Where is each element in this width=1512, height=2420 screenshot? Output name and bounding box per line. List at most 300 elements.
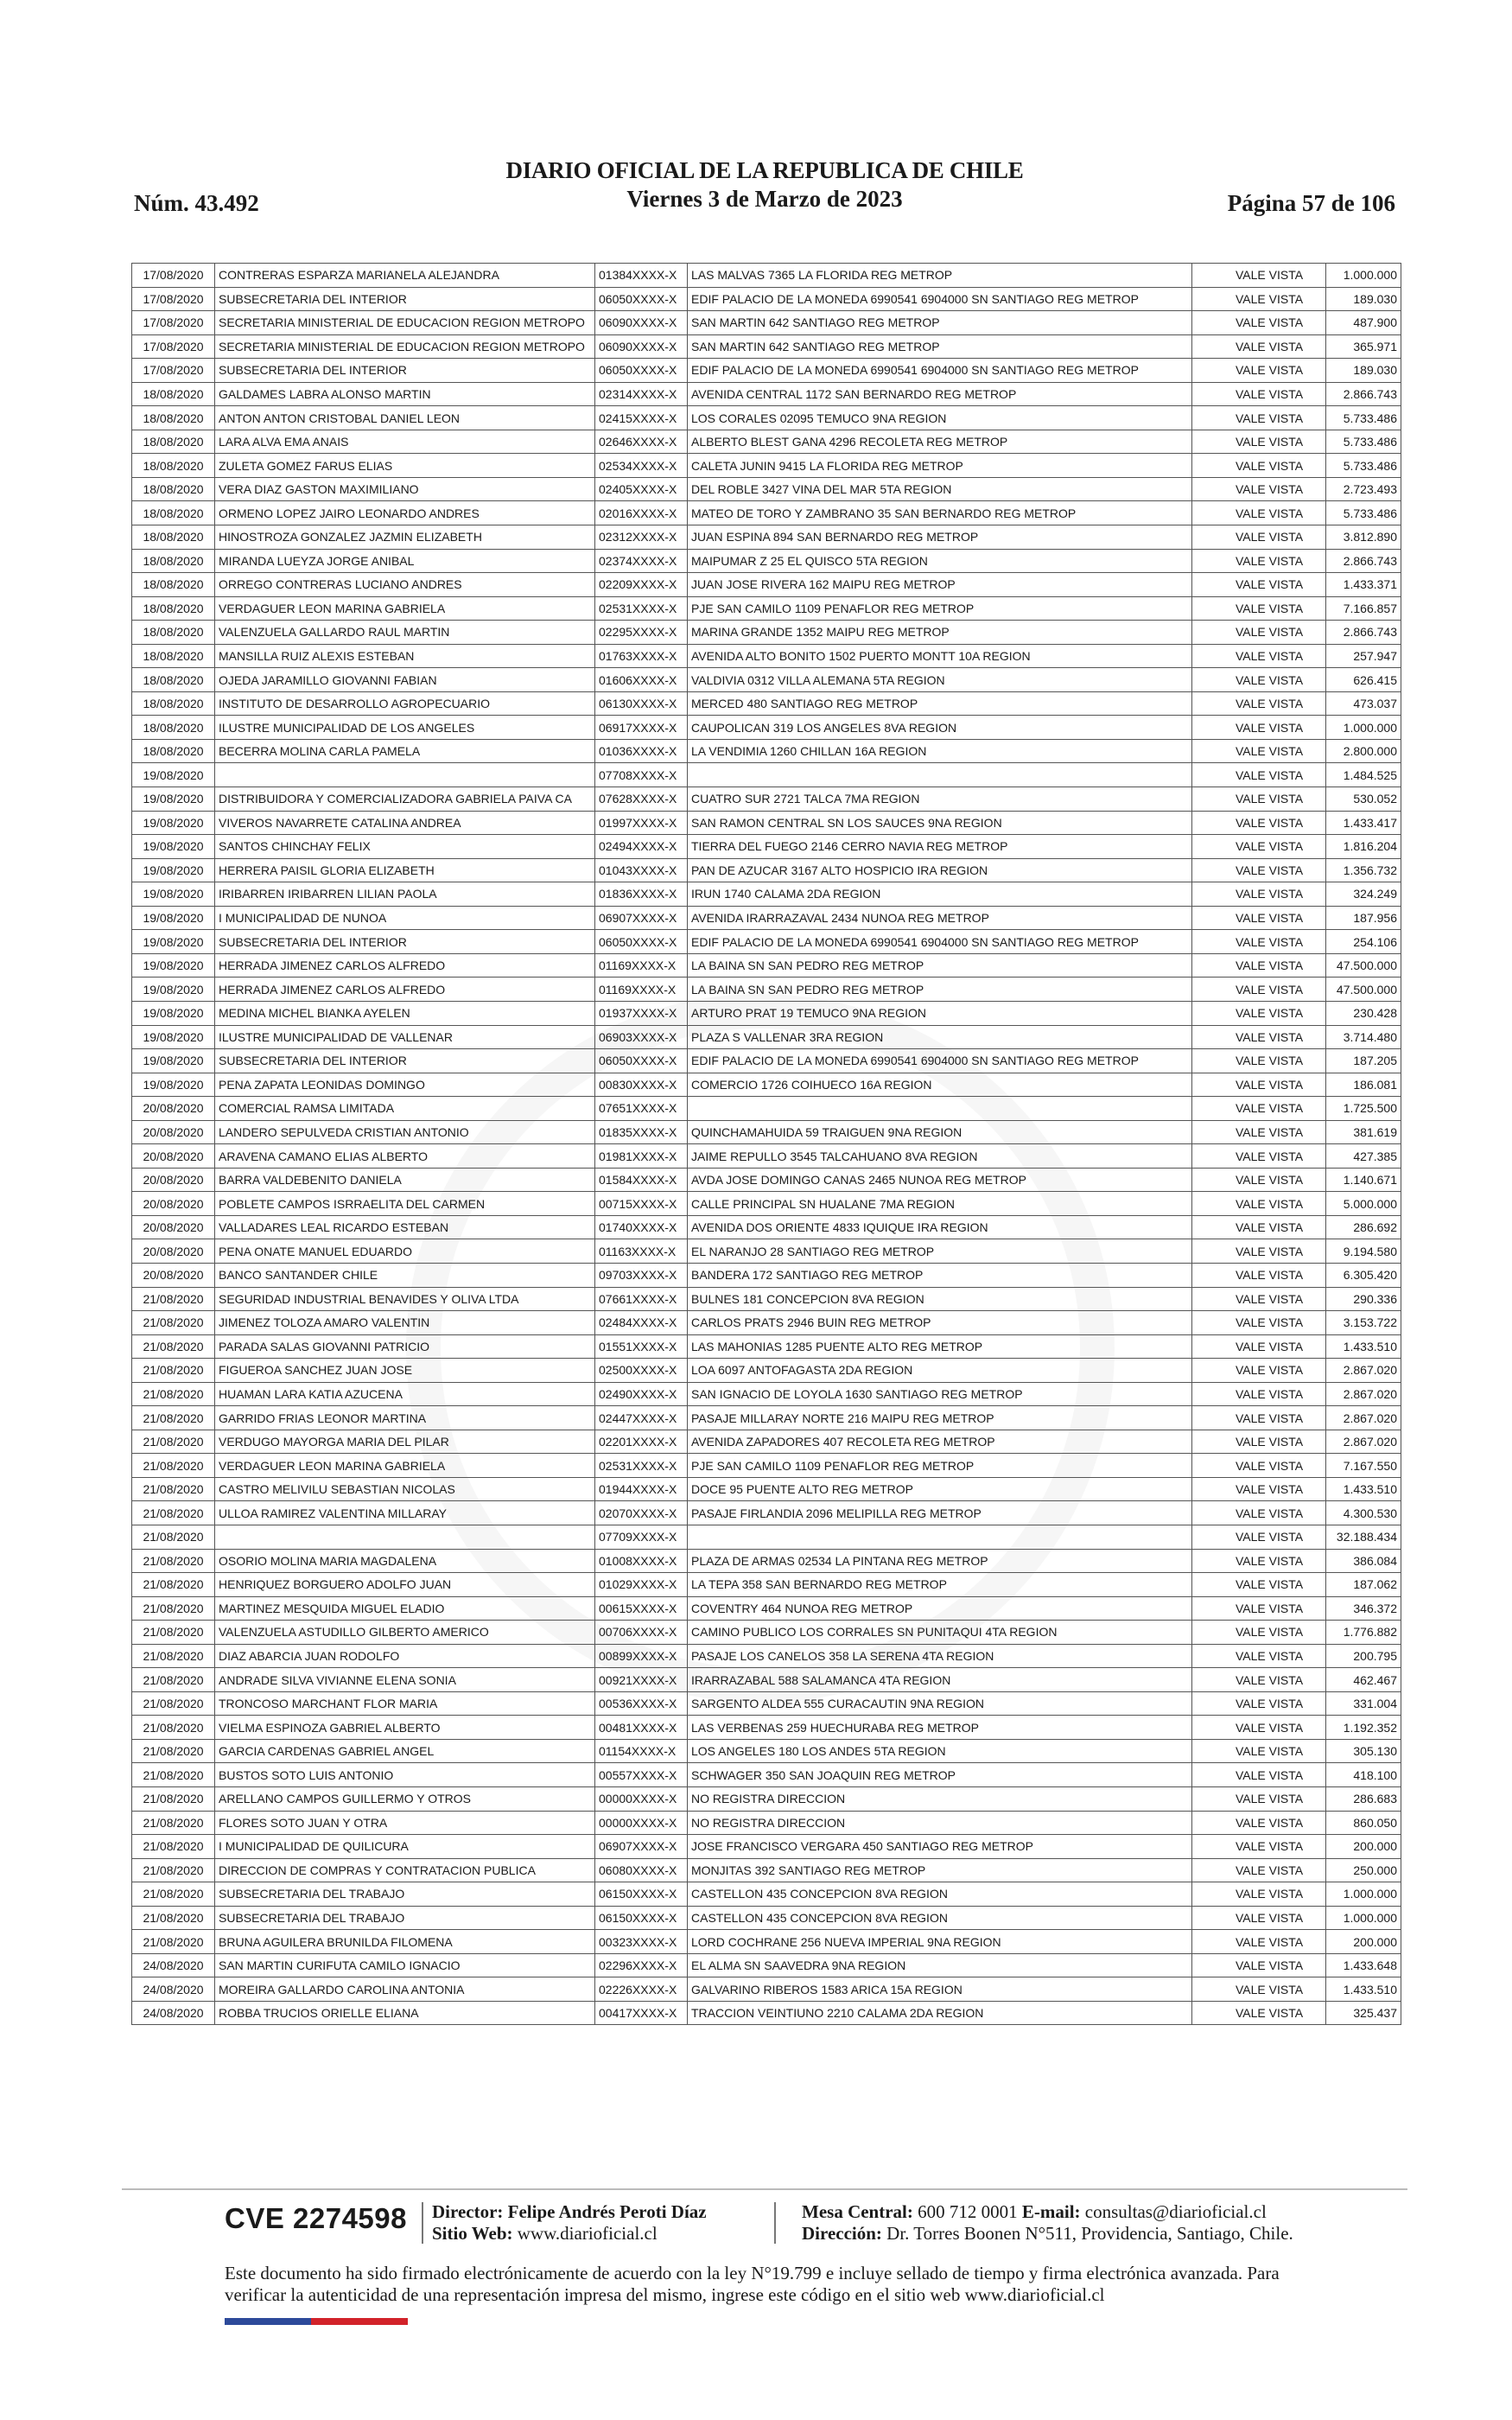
table-row bbox=[132, 1097, 1401, 1121]
row-name: ORMENO LOPEZ JAIRO LEONARDO ANDRES bbox=[215, 501, 595, 525]
table-row bbox=[132, 1001, 1401, 1025]
row-date: 21/08/2020 bbox=[132, 1835, 215, 1859]
row-address: CASTELLON 435 CONCEPCION 8VA REGION bbox=[688, 1906, 1192, 1930]
table-row bbox=[132, 501, 1401, 525]
row-payment-type: VALE VISTA bbox=[1192, 1811, 1326, 1835]
row-rut: 02415XXXX-X bbox=[595, 406, 688, 430]
row-name: COMERCIAL RAMSA LIMITADA bbox=[215, 1097, 595, 1121]
table-row bbox=[132, 1215, 1401, 1239]
row-name: SUBSECRETARIA DEL INTERIOR bbox=[215, 930, 595, 954]
website-label: Sitio Web: bbox=[432, 2223, 513, 2244]
row-amount: 2.867.020 bbox=[1326, 1430, 1401, 1454]
row-date: 19/08/2020 bbox=[132, 811, 215, 835]
address-line bbox=[802, 2223, 1293, 2245]
table-row bbox=[132, 1716, 1401, 1740]
table-row bbox=[132, 1334, 1401, 1359]
registry-table bbox=[131, 263, 1401, 2025]
row-name: ANTON ANTON CRISTOBAL DANIEL LEON bbox=[215, 406, 595, 430]
row-address: JUAN JOSE RIVERA 162 MAIPU REG METROP bbox=[688, 573, 1192, 597]
table-row bbox=[132, 1430, 1401, 1454]
row-amount: 3.812.890 bbox=[1326, 525, 1401, 550]
row-name: ORREGO CONTRERAS LUCIANO ANDRES bbox=[215, 573, 595, 597]
table-row bbox=[132, 430, 1401, 454]
row-rut: 02447XXXX-X bbox=[595, 1406, 688, 1430]
row-amount: 189.030 bbox=[1326, 287, 1401, 311]
row-address: LOS CORALES 02095 TEMUCO 9NA REGION bbox=[688, 406, 1192, 430]
row-payment-type: VALE VISTA bbox=[1192, 1406, 1326, 1430]
row-address: AVENIDA DOS ORIENTE 4833 IQUIQUE IRA REGION bbox=[688, 1215, 1192, 1239]
table-row bbox=[132, 1811, 1401, 1835]
row-payment-type: VALE VISTA bbox=[1192, 906, 1326, 930]
row-address: IRUN 1740 CALAMA 2DA REGION bbox=[688, 882, 1192, 907]
footer-separator bbox=[774, 2202, 776, 2244]
table-row bbox=[132, 1906, 1401, 1930]
table-row bbox=[132, 1501, 1401, 1525]
row-date: 19/08/2020 bbox=[132, 978, 215, 1002]
table-row bbox=[132, 596, 1401, 621]
row-date: 19/08/2020 bbox=[132, 882, 215, 907]
row-payment-type: VALE VISTA bbox=[1192, 691, 1326, 716]
row-address: AVENIDA CENTRAL 1172 SAN BERNARDO REG METROP bbox=[688, 382, 1192, 406]
row-payment-type: VALE VISTA bbox=[1192, 978, 1326, 1002]
row-date: 20/08/2020 bbox=[132, 1120, 215, 1144]
table-row bbox=[132, 1168, 1401, 1192]
row-amount: 305.130 bbox=[1326, 1739, 1401, 1763]
row-amount: 47.500.000 bbox=[1326, 978, 1401, 1002]
row-address: EDIF PALACIO DE LA MONEDA 6990541 6904000 SN SANTIAGO REG METROP bbox=[688, 359, 1192, 383]
row-address: PLAZA S VALLENAR 3RA REGION bbox=[688, 1025, 1192, 1049]
row-amount: 487.900 bbox=[1326, 311, 1401, 335]
row-name: OJEDA JARAMILLO GIOVANNI FABIAN bbox=[215, 668, 595, 692]
row-date: 20/08/2020 bbox=[132, 1192, 215, 1216]
row-date: 17/08/2020 bbox=[132, 359, 215, 383]
row-name: CASTRO MELIVILU SEBASTIAN NICOLAS bbox=[215, 1477, 595, 1501]
row-date: 21/08/2020 bbox=[132, 1501, 215, 1525]
row-rut: 01551XXXX-X bbox=[595, 1334, 688, 1359]
table-row bbox=[132, 835, 1401, 859]
table-row bbox=[132, 930, 1401, 954]
row-amount: 5.000.000 bbox=[1326, 1192, 1401, 1216]
table-row bbox=[132, 1287, 1401, 1311]
row-address: SARGENTO ALDEA 555 CURACAUTIN 9NA REGION bbox=[688, 1691, 1192, 1716]
table-row bbox=[132, 382, 1401, 406]
row-rut: 00830XXXX-X bbox=[595, 1073, 688, 1097]
row-payment-type: VALE VISTA bbox=[1192, 382, 1326, 406]
row-payment-type: VALE VISTA bbox=[1192, 1691, 1326, 1716]
row-address: PASAJE LOS CANELOS 358 LA SERENA 4TA REGION bbox=[688, 1644, 1192, 1668]
row-rut: 02500XXXX-X bbox=[595, 1359, 688, 1383]
address-label: Dirección: bbox=[802, 2223, 882, 2244]
row-name: VALENZUELA GALLARDO RAUL MARTIN bbox=[215, 621, 595, 645]
row-amount: 2.867.020 bbox=[1326, 1406, 1401, 1430]
row-rut: 01937XXXX-X bbox=[595, 1001, 688, 1025]
row-amount: 5.733.486 bbox=[1326, 501, 1401, 525]
contact-block bbox=[802, 2201, 1293, 2245]
phone-number: 600 712 0001 bbox=[918, 2201, 1018, 2222]
row-rut: 09703XXXX-X bbox=[595, 1263, 688, 1287]
row-payment-type: VALE VISTA bbox=[1192, 264, 1326, 288]
row-rut: 07661XXXX-X bbox=[595, 1287, 688, 1311]
row-name: MOREIRA GALLARDO CAROLINA ANTONIA bbox=[215, 1977, 595, 2002]
row-date: 21/08/2020 bbox=[132, 1382, 215, 1406]
row-date: 21/08/2020 bbox=[132, 1906, 215, 1930]
row-name: I MUNICIPALIDAD DE NUNOA bbox=[215, 906, 595, 930]
row-amount: 473.037 bbox=[1326, 691, 1401, 716]
row-date: 21/08/2020 bbox=[132, 1739, 215, 1763]
row-payment-type: VALE VISTA bbox=[1192, 1858, 1326, 1882]
row-amount: 189.030 bbox=[1326, 359, 1401, 383]
row-date: 18/08/2020 bbox=[132, 406, 215, 430]
table-row bbox=[132, 1835, 1401, 1859]
row-name: ULLOA RAMIREZ VALENTINA MILLARAY bbox=[215, 1501, 595, 1525]
table-row bbox=[132, 1382, 1401, 1406]
row-rut: 00000XXXX-X bbox=[595, 1787, 688, 1812]
row-rut: 02070XXXX-X bbox=[595, 1501, 688, 1525]
row-payment-type: VALE VISTA bbox=[1192, 1668, 1326, 1692]
row-name: HINOSTROZA GONZALEZ JAZMIN ELIZABETH bbox=[215, 525, 595, 550]
row-amount: 418.100 bbox=[1326, 1763, 1401, 1787]
row-name: PENA ONATE MANUEL EDUARDO bbox=[215, 1239, 595, 1264]
row-name: GALDAMES LABRA ALONSO MARTIN bbox=[215, 382, 595, 406]
row-date: 21/08/2020 bbox=[132, 1930, 215, 1954]
row-date: 21/08/2020 bbox=[132, 1596, 215, 1621]
row-rut: 02016XXXX-X bbox=[595, 501, 688, 525]
row-payment-type: VALE VISTA bbox=[1192, 668, 1326, 692]
row-rut: 02405XXXX-X bbox=[595, 477, 688, 501]
row-date: 20/08/2020 bbox=[132, 1168, 215, 1192]
row-date: 21/08/2020 bbox=[132, 1549, 215, 1573]
table-row bbox=[132, 1882, 1401, 1907]
row-address: COVENTRY 464 NUNOA REG METROP bbox=[688, 1596, 1192, 1621]
row-payment-type: VALE VISTA bbox=[1192, 1311, 1326, 1335]
table-row bbox=[132, 549, 1401, 573]
row-address: GALVARINO RIBEROS 1583 ARICA 15A REGION bbox=[688, 1977, 1192, 2002]
row-address: JUAN ESPINA 894 SAN BERNARDO REG METROP bbox=[688, 525, 1192, 550]
flag-stripe-red bbox=[311, 2318, 408, 2325]
row-payment-type: VALE VISTA bbox=[1192, 525, 1326, 550]
row-rut: 01997XXXX-X bbox=[595, 811, 688, 835]
row-address: SCHWAGER 350 SAN JOAQUIN REG METROP bbox=[688, 1763, 1192, 1787]
row-name: VERDAGUER LEON MARINA GABRIELA bbox=[215, 1454, 595, 1478]
row-payment-type: VALE VISTA bbox=[1192, 739, 1326, 763]
publication-title: DIARIO OFICIAL DE LA REPUBLICA DE CHILE bbox=[505, 157, 1024, 183]
row-date: 18/08/2020 bbox=[132, 668, 215, 692]
row-date: 18/08/2020 bbox=[132, 644, 215, 668]
row-name: DIRECCION DE COMPRAS Y CONTRATACION PUBLICA bbox=[215, 1858, 595, 1882]
row-rut: 02646XXXX-X bbox=[595, 430, 688, 454]
table-row bbox=[132, 882, 1401, 907]
row-rut: 00481XXXX-X bbox=[595, 1716, 688, 1740]
row-name: ILUSTRE MUNICIPALIDAD DE VALLENAR bbox=[215, 1025, 595, 1049]
table-row bbox=[132, 264, 1401, 288]
row-date: 21/08/2020 bbox=[132, 1716, 215, 1740]
row-rut: 02314XXXX-X bbox=[595, 382, 688, 406]
table-row bbox=[132, 716, 1401, 740]
table-row bbox=[132, 1477, 1401, 1501]
row-amount: 365.971 bbox=[1326, 334, 1401, 359]
table-row bbox=[132, 1621, 1401, 1645]
row-name: ARELLANO CAMPOS GUILLERMO Y OTROS bbox=[215, 1787, 595, 1812]
row-amount: 286.692 bbox=[1326, 1215, 1401, 1239]
row-address: CAUPOLICAN 319 LOS ANGELES 8VA REGION bbox=[688, 716, 1192, 740]
row-date: 19/08/2020 bbox=[132, 930, 215, 954]
row-date: 17/08/2020 bbox=[132, 287, 215, 311]
row-payment-type: VALE VISTA bbox=[1192, 1501, 1326, 1525]
row-name: ILUSTRE MUNICIPALIDAD DE LOS ANGELES bbox=[215, 716, 595, 740]
row-payment-type: VALE VISTA bbox=[1192, 1097, 1326, 1121]
row-name: LANDERO SEPULVEDA CRISTIAN ANTONIO bbox=[215, 1120, 595, 1144]
row-address: PASAJE FIRLANDIA 2096 MELIPILLA REG METROP bbox=[688, 1501, 1192, 1525]
row-rut: 01163XXXX-X bbox=[595, 1239, 688, 1264]
row-date: 18/08/2020 bbox=[132, 477, 215, 501]
row-name: LARA ALVA EMA ANAIS bbox=[215, 430, 595, 454]
row-name: TRONCOSO MARCHANT FLOR MARIA bbox=[215, 1691, 595, 1716]
row-rut: 01154XXXX-X bbox=[595, 1739, 688, 1763]
row-date: 19/08/2020 bbox=[132, 953, 215, 978]
page-number: Página 57 de 106 bbox=[1227, 190, 1395, 216]
row-payment-type: VALE VISTA bbox=[1192, 953, 1326, 978]
row-rut: 00557XXXX-X bbox=[595, 1763, 688, 1787]
row-date: 20/08/2020 bbox=[132, 1263, 215, 1287]
row-date: 19/08/2020 bbox=[132, 763, 215, 787]
row-rut: 00323XXXX-X bbox=[595, 1930, 688, 1954]
row-address: MARINA GRANDE 1352 MAIPU REG METROP bbox=[688, 621, 1192, 645]
registry-table-body bbox=[132, 264, 1401, 2025]
row-amount: 3.153.722 bbox=[1326, 1311, 1401, 1335]
row-date: 21/08/2020 bbox=[132, 1477, 215, 1501]
row-rut: 02226XXXX-X bbox=[595, 1977, 688, 2002]
row-address: LA BAINA SN SAN PEDRO REG METROP bbox=[688, 978, 1192, 1002]
page-header bbox=[134, 157, 1395, 226]
table-row bbox=[132, 1454, 1401, 1478]
row-address: IRARRAZABAL 588 SALAMANCA 4TA REGION bbox=[688, 1668, 1192, 1692]
row-amount: 381.619 bbox=[1326, 1120, 1401, 1144]
publication-date: Viernes 3 de Marzo de 2023 bbox=[626, 186, 903, 212]
phone-label: Mesa Central: bbox=[802, 2201, 913, 2222]
row-address: EDIF PALACIO DE LA MONEDA 6990541 6904000 SN SANTIAGO REG METROP bbox=[688, 930, 1192, 954]
row-name: VALLADARES LEAL RICARDO ESTEBAN bbox=[215, 1215, 595, 1239]
row-address: AVENIDA ZAPADORES 407 RECOLETA REG METROP bbox=[688, 1430, 1192, 1454]
row-rut: 02490XXXX-X bbox=[595, 1382, 688, 1406]
row-date: 18/08/2020 bbox=[132, 573, 215, 597]
row-address: DOCE 95 PUENTE ALTO REG METROP bbox=[688, 1477, 1192, 1501]
row-rut: 07628XXXX-X bbox=[595, 787, 688, 812]
row-rut: 01169XXXX-X bbox=[595, 953, 688, 978]
row-amount: 386.084 bbox=[1326, 1549, 1401, 1573]
row-payment-type: VALE VISTA bbox=[1192, 1430, 1326, 1454]
row-amount: 1.433.371 bbox=[1326, 573, 1401, 597]
row-address: MONJITAS 392 SANTIAGO REG METROP bbox=[688, 1858, 1192, 1882]
row-date: 18/08/2020 bbox=[132, 596, 215, 621]
row-amount: 325.437 bbox=[1326, 2001, 1401, 2025]
row-address: CALETA JUNIN 9415 LA FLORIDA REG METROP bbox=[688, 454, 1192, 478]
row-rut: 02312XXXX-X bbox=[595, 525, 688, 550]
row-rut: 06050XXXX-X bbox=[595, 930, 688, 954]
row-address: PAN DE AZUCAR 3167 ALTO HOSPICIO IRA REGION bbox=[688, 858, 1192, 882]
row-name: HERRADA JIMENEZ CARLOS ALFREDO bbox=[215, 978, 595, 1002]
row-rut: 00417XXXX-X bbox=[595, 2001, 688, 2025]
table-row bbox=[132, 1263, 1401, 1287]
row-payment-type: VALE VISTA bbox=[1192, 1977, 1326, 2002]
row-address: LORD COCHRANE 256 NUEVA IMPERIAL 9NA REGION bbox=[688, 1930, 1192, 1954]
row-name: VIVEROS NAVARRETE CATALINA ANDREA bbox=[215, 811, 595, 835]
table-row bbox=[132, 763, 1401, 787]
row-date: 24/08/2020 bbox=[132, 1977, 215, 2002]
row-address: SAN IGNACIO DE LOYOLA 1630 SANTIAGO REG METROP bbox=[688, 1382, 1192, 1406]
phone-line bbox=[802, 2201, 1293, 2223]
row-name: SECRETARIA MINISTERIAL DE EDUCACION REGION METROPO bbox=[215, 334, 595, 359]
website-link[interactable]: www.diarioficial.cl bbox=[517, 2223, 658, 2244]
row-payment-type: VALE VISTA bbox=[1192, 1621, 1326, 1645]
row-amount: 1.356.732 bbox=[1326, 858, 1401, 882]
table-row bbox=[132, 858, 1401, 882]
row-name: SUBSECRETARIA DEL INTERIOR bbox=[215, 359, 595, 383]
row-rut: 06150XXXX-X bbox=[595, 1882, 688, 1907]
address-text: Dr. Torres Boonen N°511, Providencia, Santiago, Chile. bbox=[886, 2223, 1293, 2244]
row-address: JOSE FRANCISCO VERGARA 450 SANTIAGO REG METROP bbox=[688, 1835, 1192, 1859]
row-address: TRACCION VEINTIUNO 2210 CALAMA 2DA REGION bbox=[688, 2001, 1192, 2025]
row-payment-type: VALE VISTA bbox=[1192, 1596, 1326, 1621]
row-amount: 286.683 bbox=[1326, 1787, 1401, 1812]
row-rut: 01036XXXX-X bbox=[595, 739, 688, 763]
row-address: MAIPUMAR Z 25 EL QUISCO 5TA REGION bbox=[688, 549, 1192, 573]
row-address: TIERRA DEL FUEGO 2146 CERRO NAVIA REG METROP bbox=[688, 835, 1192, 859]
row-payment-type: VALE VISTA bbox=[1192, 287, 1326, 311]
row-payment-type: VALE VISTA bbox=[1192, 1025, 1326, 1049]
row-name: ROBBA TRUCIOS ORIELLE ELIANA bbox=[215, 2001, 595, 2025]
row-rut: 06090XXXX-X bbox=[595, 334, 688, 359]
row-date: 19/08/2020 bbox=[132, 1073, 215, 1097]
row-amount: 187.062 bbox=[1326, 1573, 1401, 1597]
row-date: 17/08/2020 bbox=[132, 264, 215, 288]
row-payment-type: VALE VISTA bbox=[1192, 1906, 1326, 1930]
row-amount: 200.000 bbox=[1326, 1930, 1401, 1954]
row-rut: 02534XXXX-X bbox=[595, 454, 688, 478]
row-rut: 02494XXXX-X bbox=[595, 835, 688, 859]
row-name: VERDUGO MAYORGA MARIA DEL PILAR bbox=[215, 1430, 595, 1454]
row-amount: 427.385 bbox=[1326, 1144, 1401, 1169]
row-payment-type: VALE VISTA bbox=[1192, 549, 1326, 573]
row-amount: 2.867.020 bbox=[1326, 1359, 1401, 1383]
row-amount: 324.249 bbox=[1326, 882, 1401, 907]
row-date: 21/08/2020 bbox=[132, 1668, 215, 1692]
row-name bbox=[215, 763, 595, 787]
row-payment-type: VALE VISTA bbox=[1192, 930, 1326, 954]
row-amount: 47.500.000 bbox=[1326, 953, 1401, 978]
header-center bbox=[134, 157, 1395, 213]
row-name: BUSTOS SOTO LUIS ANTONIO bbox=[215, 1763, 595, 1787]
row-amount: 2.866.743 bbox=[1326, 549, 1401, 573]
row-rut: 01740XXXX-X bbox=[595, 1215, 688, 1239]
row-address: ARTURO PRAT 19 TEMUCO 9NA REGION bbox=[688, 1001, 1192, 1025]
row-name: ARAVENA CAMANO ELIAS ALBERTO bbox=[215, 1144, 595, 1169]
row-rut: 01763XXXX-X bbox=[595, 644, 688, 668]
row-address: AVENIDA IRARRAZAVAL 2434 NUNOA REG METROP bbox=[688, 906, 1192, 930]
row-rut: 00899XXXX-X bbox=[595, 1644, 688, 1668]
row-name: INSTITUTO DE DESARROLLO AGROPECUARIO bbox=[215, 691, 595, 716]
row-amount: 2.866.743 bbox=[1326, 382, 1401, 406]
row-amount: 1.433.510 bbox=[1326, 1334, 1401, 1359]
table-row bbox=[132, 1049, 1401, 1073]
row-name: VERDAGUER LEON MARINA GABRIELA bbox=[215, 596, 595, 621]
row-name: FLORES SOTO JUAN Y OTRA bbox=[215, 1811, 595, 1835]
row-name: JIMENEZ TOLOZA AMARO VALENTIN bbox=[215, 1311, 595, 1335]
table-row bbox=[132, 787, 1401, 812]
row-amount: 32.188.434 bbox=[1326, 1525, 1401, 1549]
row-payment-type: VALE VISTA bbox=[1192, 835, 1326, 859]
row-address: EDIF PALACIO DE LA MONEDA 6990541 6904000 SN SANTIAGO REG METROP bbox=[688, 287, 1192, 311]
row-address: JAIME REPULLO 3545 TALCAHUANO 8VA REGION bbox=[688, 1144, 1192, 1169]
email-link[interactable]: consultas@diarioficial.cl bbox=[1084, 2201, 1267, 2222]
table-row bbox=[132, 1144, 1401, 1169]
row-payment-type: VALE VISTA bbox=[1192, 644, 1326, 668]
row-payment-type: VALE VISTA bbox=[1192, 1239, 1326, 1264]
row-name: VIELMA ESPINOZA GABRIEL ALBERTO bbox=[215, 1716, 595, 1740]
row-payment-type: VALE VISTA bbox=[1192, 1215, 1326, 1239]
row-rut: 02531XXXX-X bbox=[595, 1454, 688, 1478]
row-amount: 1.000.000 bbox=[1326, 716, 1401, 740]
row-date: 19/08/2020 bbox=[132, 835, 215, 859]
row-amount: 1.725.500 bbox=[1326, 1097, 1401, 1121]
row-payment-type: VALE VISTA bbox=[1192, 1953, 1326, 1977]
table-row bbox=[132, 1930, 1401, 1954]
row-address: LOS ANGELES 180 LOS ANDES 5TA REGION bbox=[688, 1739, 1192, 1763]
row-rut: 06907XXXX-X bbox=[595, 1835, 688, 1859]
row-rut: 06917XXXX-X bbox=[595, 716, 688, 740]
row-payment-type: VALE VISTA bbox=[1192, 359, 1326, 383]
row-date: 20/08/2020 bbox=[132, 1215, 215, 1239]
table-row bbox=[132, 573, 1401, 597]
row-name: SEGURIDAD INDUSTRIAL BENAVIDES Y OLIVA LTDA bbox=[215, 1287, 595, 1311]
row-address: ALBERTO BLEST GANA 4296 RECOLETA REG METROP bbox=[688, 430, 1192, 454]
row-payment-type: VALE VISTA bbox=[1192, 1049, 1326, 1073]
legal-notice: Este documento ha sido firmado electrónicamente de acuerdo con la ley N°19.799 e incluye sellado de tiempo y firma electrónica avanzada. Para verificar la autenticidad de una representación impresa del mismo, ingrese este código en el sitio web www.diarioficial.cl bbox=[225, 2263, 1280, 2305]
row-address: MERCED 480 SANTIAGO REG METROP bbox=[688, 691, 1192, 716]
row-name: BARRA VALDEBENITO DANIELA bbox=[215, 1168, 595, 1192]
row-rut: 07651XXXX-X bbox=[595, 1097, 688, 1121]
table-row bbox=[132, 668, 1401, 692]
row-amount: 1.192.352 bbox=[1326, 1716, 1401, 1740]
row-date: 18/08/2020 bbox=[132, 501, 215, 525]
table-row bbox=[132, 1311, 1401, 1335]
row-rut: 00921XXXX-X bbox=[595, 1668, 688, 1692]
row-payment-type: VALE VISTA bbox=[1192, 1334, 1326, 1359]
row-rut: 01169XXXX-X bbox=[595, 978, 688, 1002]
row-payment-type: VALE VISTA bbox=[1192, 1001, 1326, 1025]
row-payment-type: VALE VISTA bbox=[1192, 763, 1326, 787]
row-name: DISTRIBUIDORA Y COMERCIALIZADORA GABRIELA PAIVA CA bbox=[215, 787, 595, 812]
table-row bbox=[132, 1549, 1401, 1573]
row-date: 21/08/2020 bbox=[132, 1454, 215, 1478]
row-amount: 257.947 bbox=[1326, 644, 1401, 668]
row-address: LAS VERBENAS 259 HUECHURABA REG METROP bbox=[688, 1716, 1192, 1740]
row-date: 21/08/2020 bbox=[132, 1644, 215, 1668]
row-date: 21/08/2020 bbox=[132, 1573, 215, 1597]
row-payment-type: VALE VISTA bbox=[1192, 1263, 1326, 1287]
row-date: 19/08/2020 bbox=[132, 787, 215, 812]
row-payment-type: VALE VISTA bbox=[1192, 573, 1326, 597]
row-address: CAMINO PUBLICO LOS CORRALES SN PUNITAQUI 4TA REGION bbox=[688, 1621, 1192, 1645]
row-address: PJE SAN CAMILO 1109 PENAFLOR REG METROP bbox=[688, 1454, 1192, 1478]
row-rut: 01835XXXX-X bbox=[595, 1120, 688, 1144]
flag-stripe-blue bbox=[225, 2318, 311, 2325]
row-name: SUBSECRETARIA DEL TRABAJO bbox=[215, 1906, 595, 1930]
row-name: HENRIQUEZ BORGUERO ADOLFO JUAN bbox=[215, 1573, 595, 1597]
row-rut: 06130XXXX-X bbox=[595, 691, 688, 716]
row-amount: 1.776.882 bbox=[1326, 1621, 1401, 1645]
row-address: LOA 6097 ANTOFAGASTA 2DA REGION bbox=[688, 1359, 1192, 1383]
row-date: 18/08/2020 bbox=[132, 716, 215, 740]
